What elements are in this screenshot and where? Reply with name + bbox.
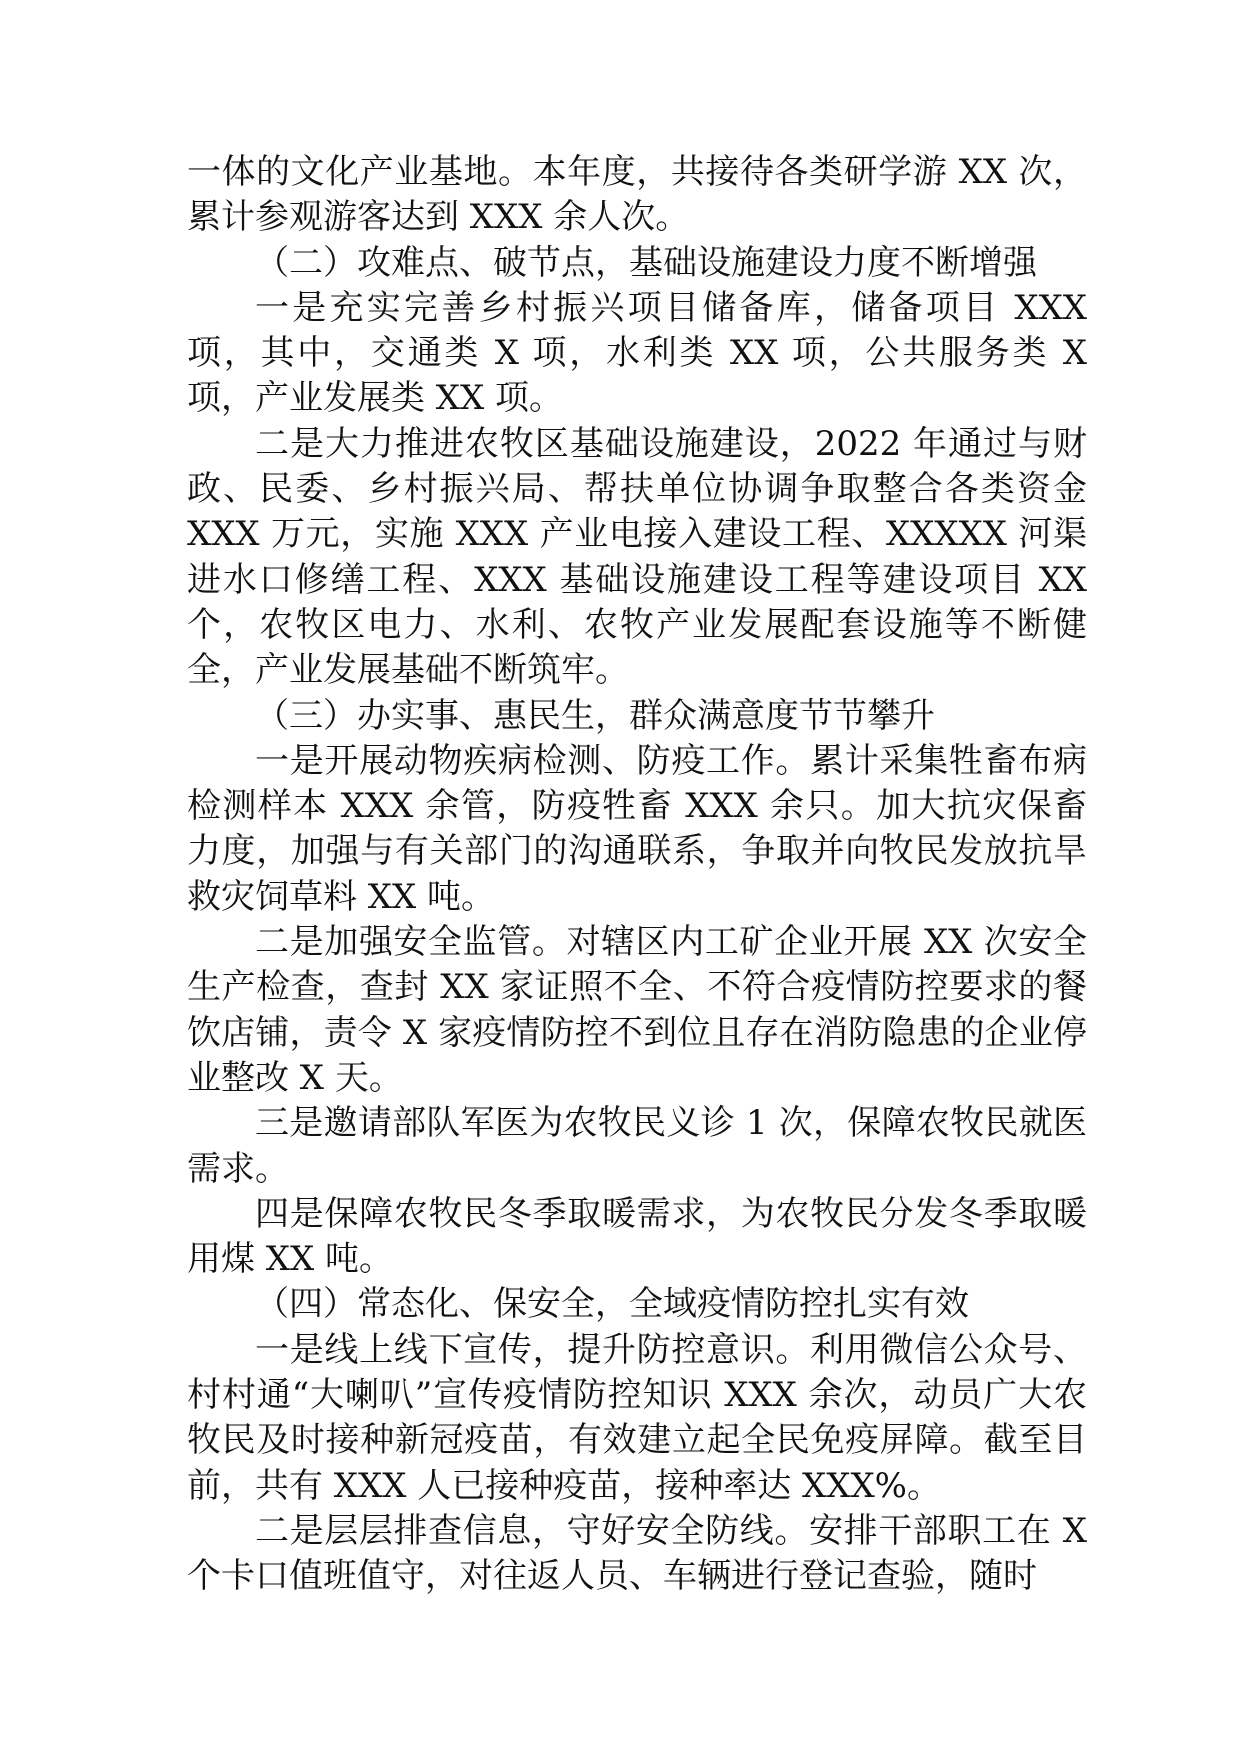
section-heading: （四）常态化、保安全，全域疫情防控扎实有效 [255,1284,969,1325]
paragraph: 一体的文化产业基地。本年度，共接待各类研学游 XX 次，累计参观游客达到 XXX 余人次。 [187,152,1087,238]
paragraph: 一是线上线下宣传，提升防控意识。利用微信公众号、村村通“大喇叭”宣传疫情防控知识 XXX 余次，动员广大农牧民及时接种新冠疫苗，有效建立起全民免疫屏障。截至目前，共有 XXX 人已接种疫苗，接种率达 XXX%。 [187,1329,1087,1506]
paragraph: 一是开展动物疾病检测、防疫工作。累计采集牲畜布病检测样本 XXX 余管，防疫牲畜 XXX 余只。加大抗灾保畜力度，加强与有关部门的沟通联系，争取并向牧民发放抗旱救灾饲草料 XX 吨。 [187,740,1087,917]
document-body [187,150,1087,1600]
paragraph: 一是充实完善乡村振兴项目储备库，储备项目 XXX 项，其中，交通类 X 项，水利类 XX 项，公共服务类 X 项，产业发展类 XX 项。 [187,287,1087,419]
paragraph: 二是大力推进农牧区基础设施建设，2022 年通过与财政、民委、乡村振兴局、帮扶单位协调争取整合各类资金 XXX 万元，实施 XXX 产业电接入建设工程、XXXXX 河渠进水口修缮工程、XXX 基础设施建设工程等建设项目 XX 个，农牧区电力、水利、农牧产业发展配套设施等不断健全，产业发展基础不断筑牢。 [187,423,1087,691]
section-heading: （二）攻难点、破节点，基础设施建设力度不断增强 [255,242,1037,283]
paragraph: 二是加强安全监管。对辖区内工矿企业开展 XX 次安全生产检查，查封 XX 家证照不全、不符合疫情防控要求的餐饮店铺，责令 X 家疫情防控不到位且存在消防隐患的企业停业整改 X 天。 [187,922,1087,1098]
paragraph: 三是邀请部队军医为农牧民义诊 1 次，保障农牧民就医需求。 [187,1103,1087,1189]
paragraph: 四是保障农牧民冬季取暖需求，为农牧民分发冬季取暖用煤 XX 吨。 [187,1193,1087,1280]
paragraph: 二是层层排查信息，守好安全防线。安排干部职工在 X 个卡口值班值守，对往返人员、车辆进行登记查验，随时 [187,1510,1087,1597]
section-heading: （三）办实事、惠民生，群众满意度节节攀升 [255,695,935,736]
